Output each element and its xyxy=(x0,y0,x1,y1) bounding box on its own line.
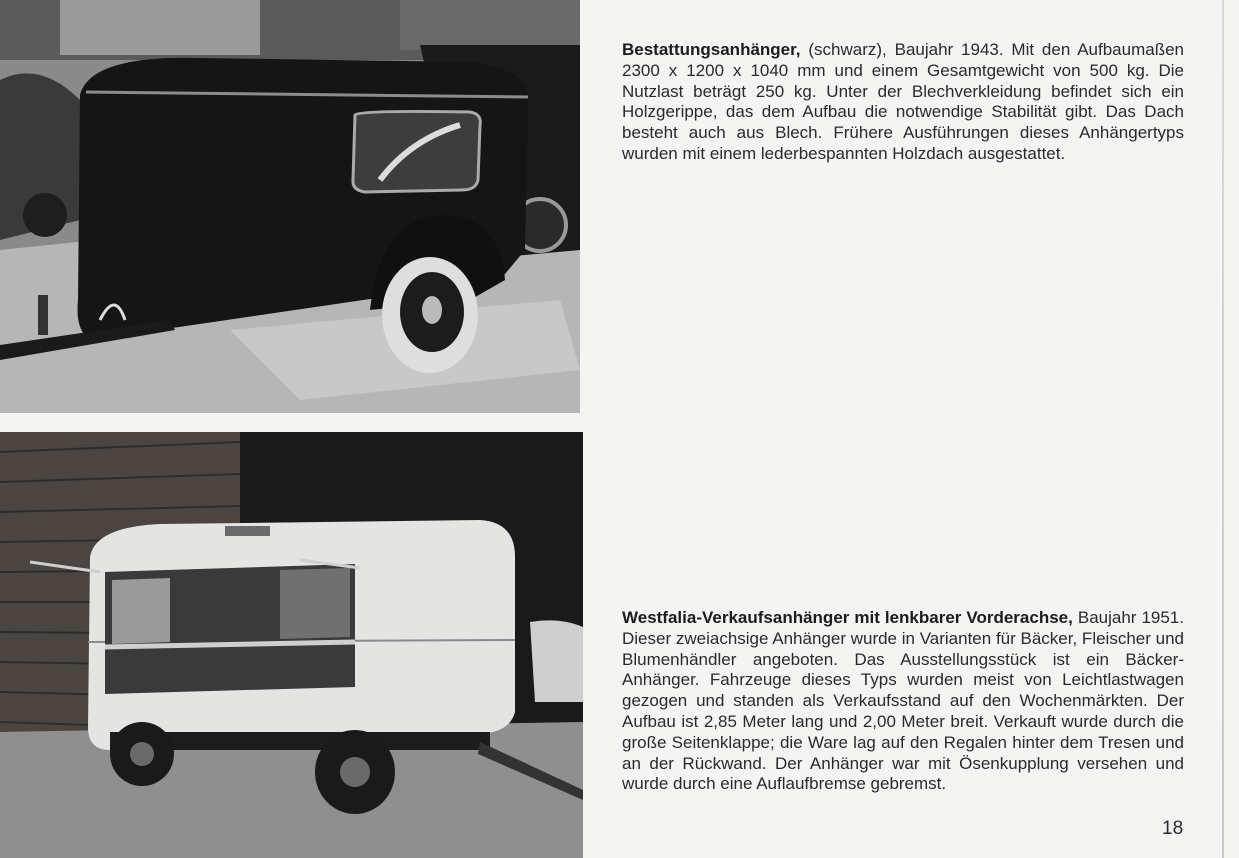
page-edge-divider xyxy=(1222,0,1224,858)
page-number: 18 xyxy=(1162,818,1184,839)
hearse-trailer-caption xyxy=(622,40,1184,165)
sales-trailer-caption-body: Baujahr 1951. Dieser zweiachsige Anhänger wurde in Varianten für Bäcker, Fleischer und Blumenhändler angeboten. Das Ausstellungsstück ist ein Bäcker-Anhänger. Fahrzeuge dieses Typs wurden meist von Leichtlastwagen gezogen und standen als Verkaufsstand auf den Wochenmärkten. Der Aufbau ist 2,85 Meter lang und 2,00 Meter breit. Verkauft wurde durch die große Seitenklappe; die Ware lag auf den Regalen hinter dem Tresen und an der Rückwand. Der Anhänger war mit Ösenkupplung versehen und wurde durch eine Auflaufbremse gebremst. xyxy=(622,608,1184,794)
sales-trailer-photo xyxy=(0,432,583,858)
hearse-trailer-photo xyxy=(0,0,580,413)
sales-trailer-caption xyxy=(622,608,1184,795)
hearse-trailer-caption-heading: Bestattungsanhänger, xyxy=(622,40,801,59)
hearse-trailer-caption-body: (schwarz), Baujahr 1943. Mit den Aufbaumaßen 2300 x 1200 x 1040 mm und einem Gesamtgewicht von 500 kg. Die Nutzlast beträgt 250 kg. Unter der Blechverkleidung befindet sich ein Holzgerippe, das dem Aufbau die notwendige Stabilität gibt. Das Dach besteht auch aus Blech. Frühere Ausführungen dieses Anhängertyps wurden mit einem lederbespannten Holzdach ausgestattet. xyxy=(622,40,1184,163)
sales-trailer-caption-heading: Westfalia-Verkaufsanhänger mit lenkbarer Vorderachse, xyxy=(622,608,1073,627)
